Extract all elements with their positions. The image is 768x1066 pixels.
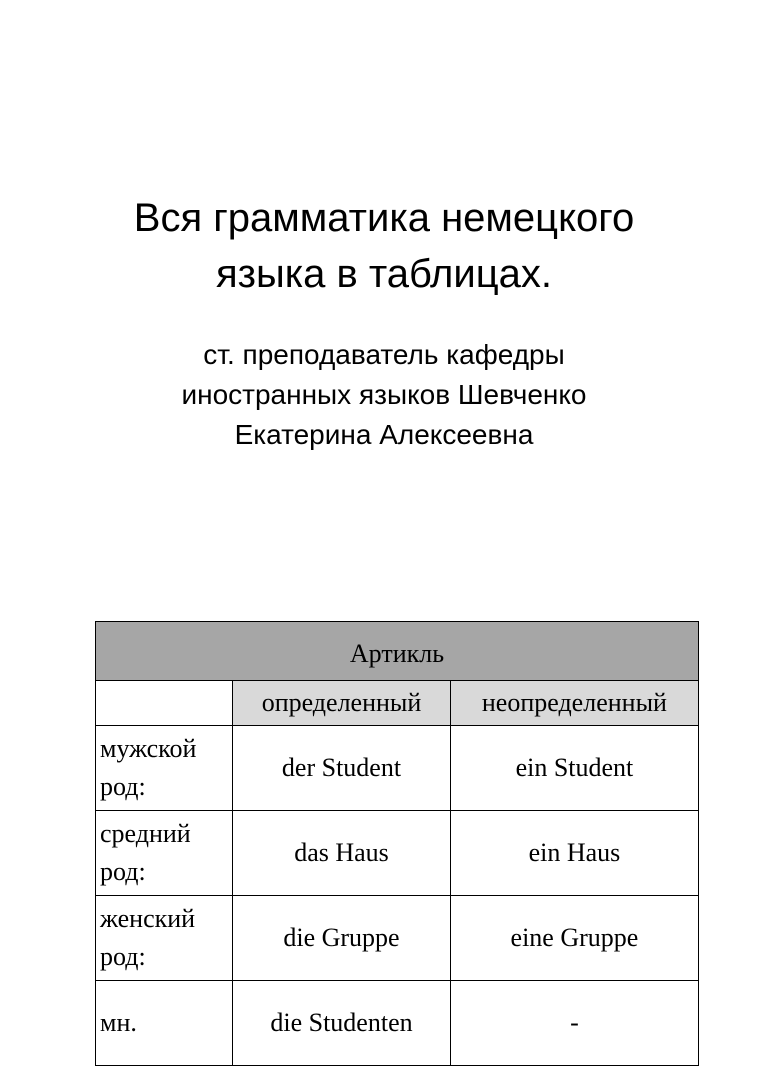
row-label	[96, 811, 233, 896]
subtitle-line-3: Екатерина Алексеевна	[234, 419, 534, 450]
subtitle-line-2: иностранных языков Шевченко	[181, 379, 587, 410]
row-label	[96, 981, 233, 1066]
cell-indefinite: -	[450, 981, 698, 1066]
title-line-2: языка в таблицах.	[215, 252, 553, 296]
header-blank-cell	[96, 681, 233, 726]
row-label-line-1: женский	[100, 904, 196, 933]
article-table	[95, 621, 699, 1066]
cell-definite: das Haus	[233, 811, 451, 896]
header-definite: определенный	[233, 681, 451, 726]
cell-indefinite: ein Haus	[450, 811, 698, 896]
row-label-line-1: мужской	[100, 734, 197, 763]
table-row	[96, 896, 699, 981]
table-row	[96, 726, 699, 811]
cell-definite: der Student	[233, 726, 451, 811]
slide-subtitle	[0, 335, 768, 455]
table-row	[96, 981, 699, 1066]
row-label-line-2: род:	[100, 857, 146, 886]
row-label-line-2: род:	[100, 942, 146, 971]
row-label-line-1: средний	[100, 819, 191, 848]
slide-title	[0, 190, 768, 302]
table-header-row	[96, 681, 699, 726]
header-indefinite: неопределенный	[450, 681, 698, 726]
cell-indefinite: eine Gruppe	[450, 896, 698, 981]
table-caption-row	[96, 622, 699, 681]
title-line-1: Вся грамматика немецкого	[133, 196, 635, 240]
table-row	[96, 811, 699, 896]
row-label	[96, 726, 233, 811]
cell-indefinite: ein Student	[450, 726, 698, 811]
row-label-line-1: мн.	[100, 1008, 137, 1037]
cell-definite: die Gruppe	[233, 896, 451, 981]
subtitle-line-1: ст. преподаватель кафедры	[203, 339, 565, 370]
cell-definite: die Studenten	[233, 981, 451, 1066]
row-label-line-2: род:	[100, 772, 146, 801]
table-caption: Артикль	[96, 622, 699, 681]
row-label	[96, 896, 233, 981]
